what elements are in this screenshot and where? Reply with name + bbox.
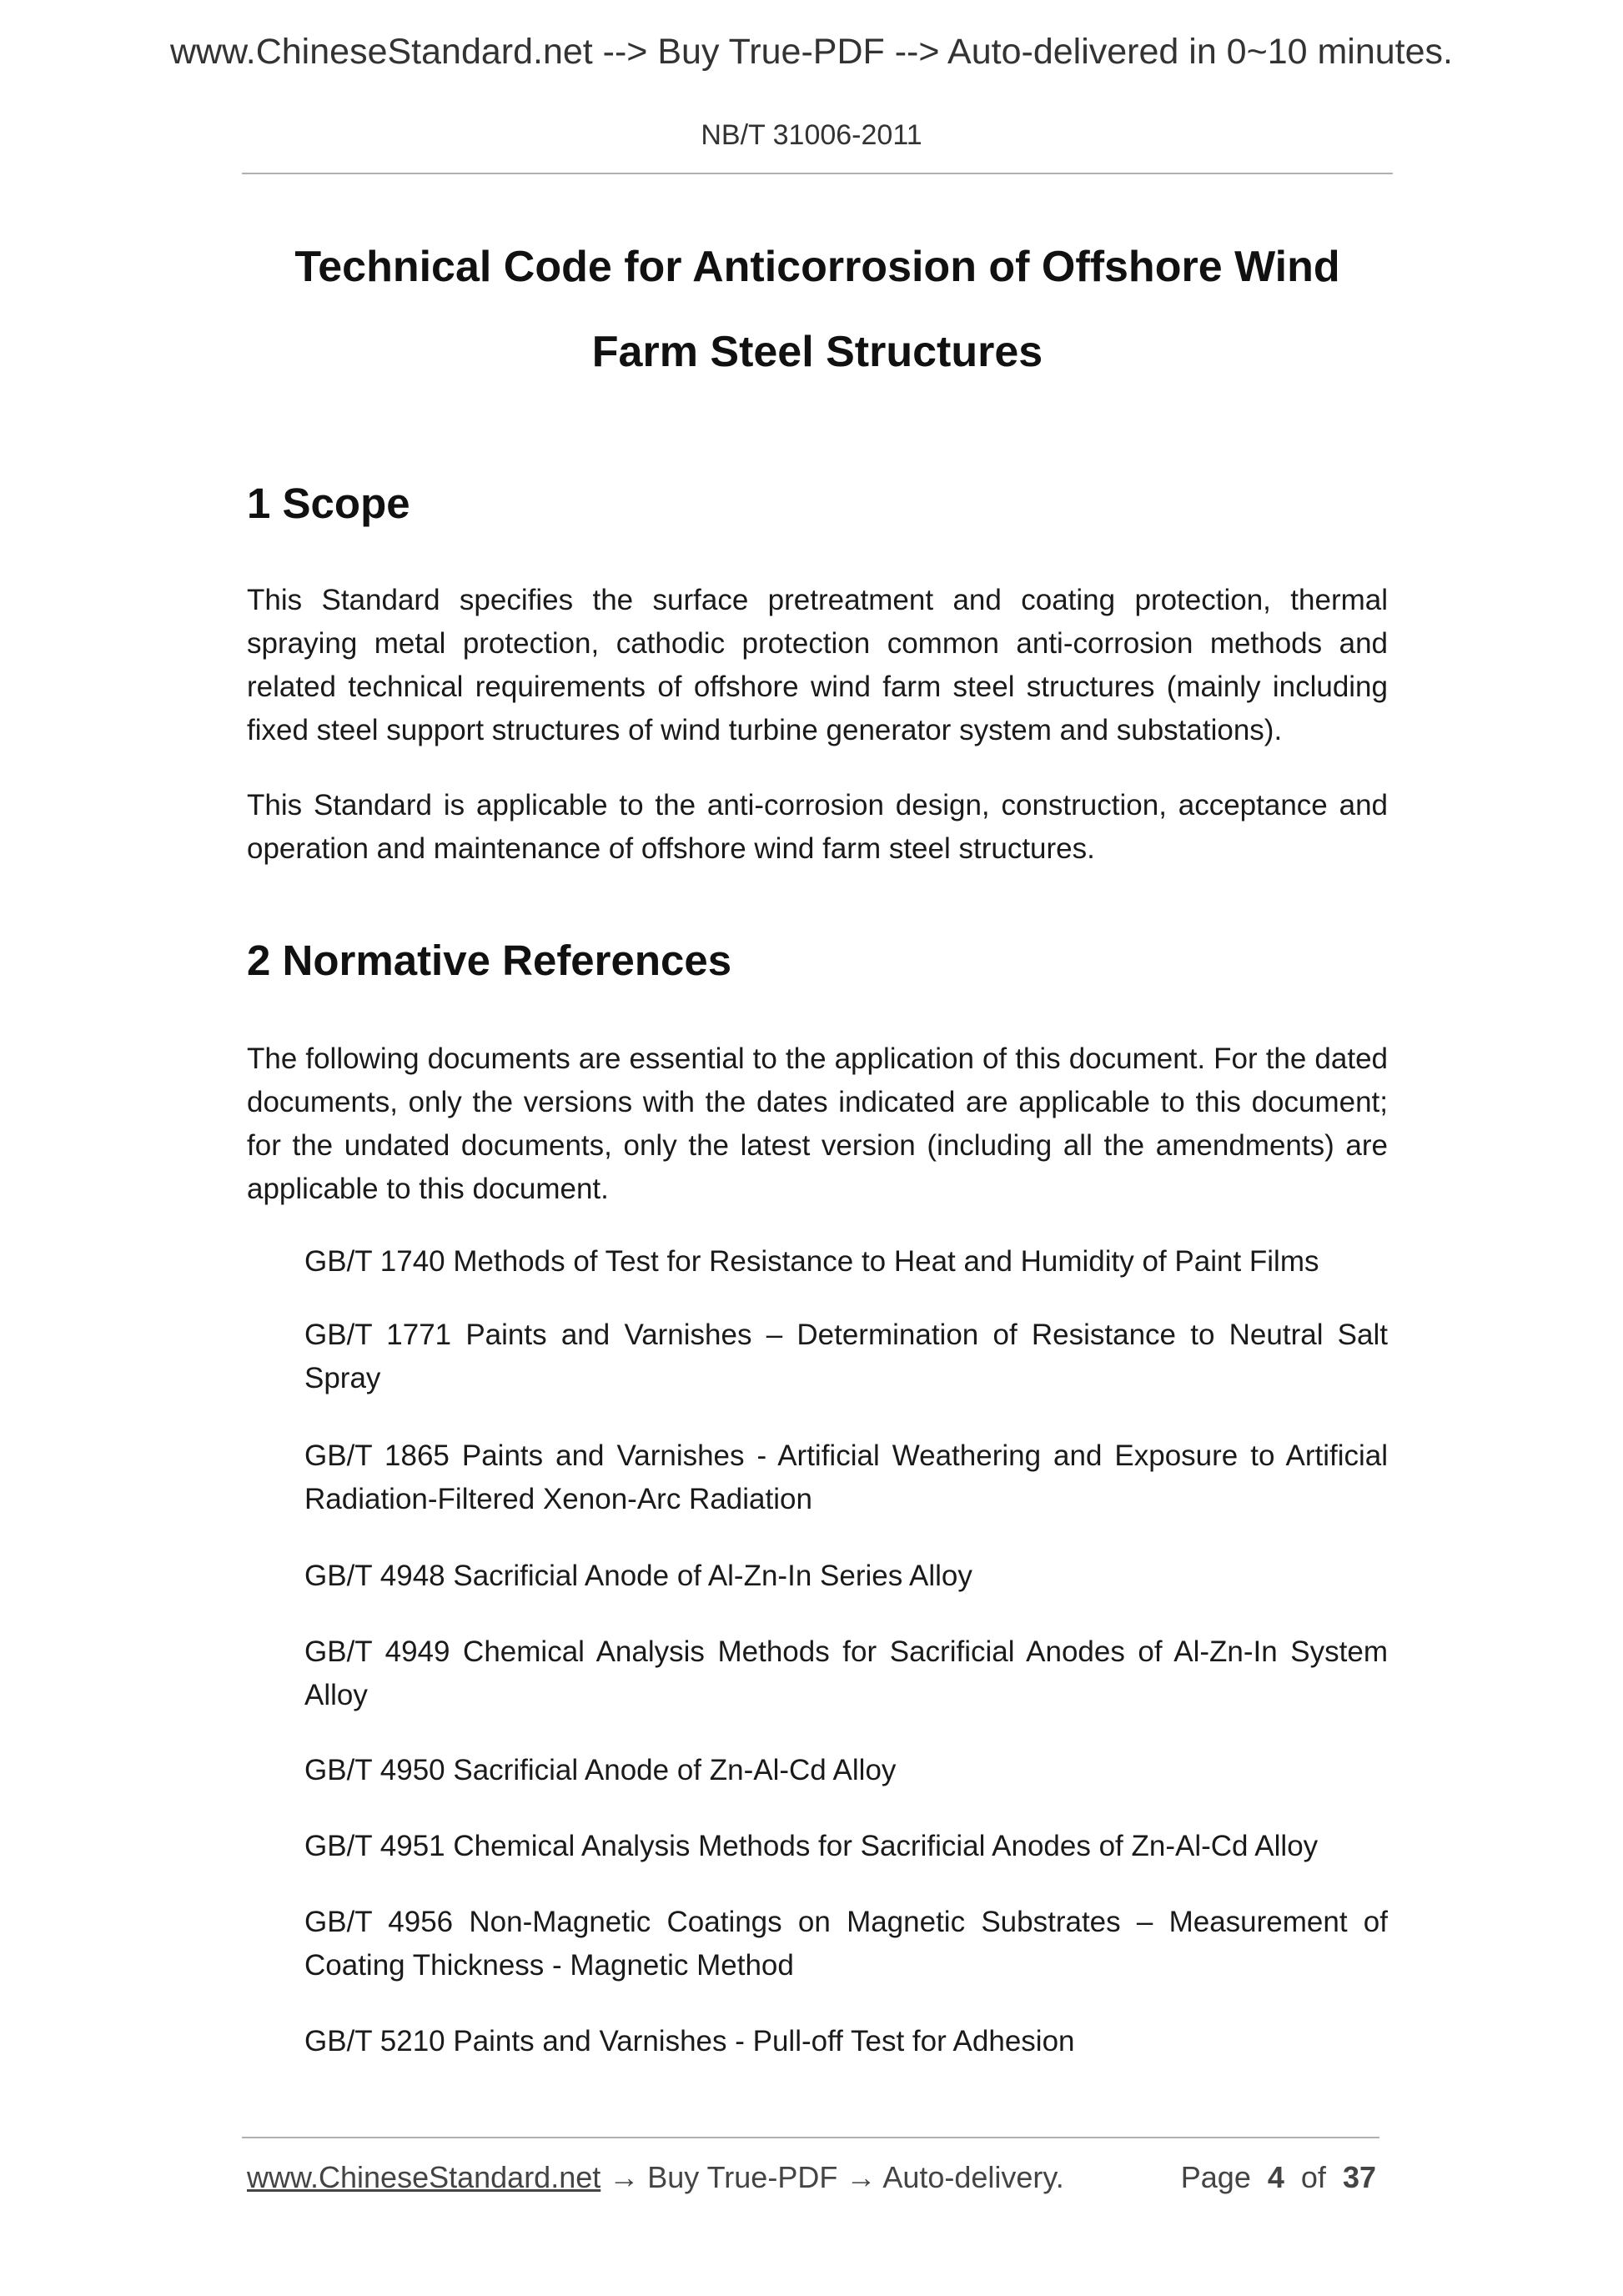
reference-item: GB/T 4950 Sacrificial Anode of Zn-Al-Cd Alloy xyxy=(304,1754,897,1786)
document-number: NB/T 31006-2011 xyxy=(701,119,922,151)
reference-item: GB/T 4956 Non-Magnetic Coatings on Magnetic Substrates – Measurement of Coating Thickness - Magnetic Method xyxy=(304,1906,1388,1982)
section-heading-normative-references: 2 Normative References xyxy=(247,937,732,984)
header-divider xyxy=(242,173,1393,174)
footer-divider xyxy=(242,2137,1379,2138)
footer-tagline: → Buy True-PDF → Auto-delivery. xyxy=(600,2160,1064,2194)
section-heading-scope: 1 Scope xyxy=(247,480,410,527)
document-title-line-1: Technical Code for Anticorrosion of Offshore Wind xyxy=(294,243,1340,291)
page-word: Page xyxy=(1180,2160,1251,2194)
reference-item: GB/T 4949 Chemical Analysis Methods for Sacrificial Anodes of Al-Zn-In System Alloy xyxy=(304,1635,1388,1711)
reference-item: GB/T 1865 Paints and Varnishes - Artificial Weathering and Exposure to Artificial Radiation-Filtered Xenon-Arc Radiation xyxy=(304,1439,1388,1515)
references-intro-paragraph: The following documents are essential to the application of this document. For the dated documents, only the versions with the dates indicated are applicable to this document; for the undated documents, only the latest version (including all the amendments) are applicable to this document. xyxy=(247,1042,1388,1205)
reference-item: GB/T 4948 Sacrificial Anode of Al-Zn-In Series Alloy xyxy=(304,1560,972,1592)
page-footer xyxy=(247,2160,1388,2200)
document-title-line-2: Farm Steel Structures xyxy=(591,328,1043,376)
header-banner: www.ChineseStandard.net --> Buy True-PDF --> Auto-delivered in 0~10 minutes. xyxy=(169,32,1453,72)
of-word: of xyxy=(1300,2160,1326,2194)
reference-item: GB/T 5210 Paints and Varnishes - Pull-off Test for Adhesion xyxy=(304,2025,1075,2057)
footer-left xyxy=(247,2160,1064,2195)
total-page-count: 37 xyxy=(1342,2160,1376,2194)
page-indicator xyxy=(1181,2160,1376,2195)
reference-item: GB/T 4951 Chemical Analysis Methods for Sacrificial Anodes of Zn-Al-Cd Alloy xyxy=(304,1830,1319,1862)
footer-website-link[interactable]: www.ChineseStandard.net xyxy=(247,2160,601,2194)
scope-paragraph-2: This Standard is applicable to the anti-corrosion design, construction, acceptance and operation and maintenance of offshore wind farm steel structures. xyxy=(247,789,1388,865)
scope-paragraph-1: This Standard specifies the surface pretreatment and coating protection, thermal spraying metal protection, cathodic protection common anti-corrosion methods and related technical requirements of offshore wind farm steel structures (mainly including fixed steel support structures of wind turbine generator system and substations). xyxy=(247,584,1388,746)
reference-item: GB/T 1740 Methods of Test for Resistance to Heat and Humidity of Paint Films xyxy=(304,1245,1319,1278)
reference-item: GB/T 1771 Paints and Varnishes – Determination of Resistance to Neutral Salt Spray xyxy=(304,1319,1388,1394)
current-page-number: 4 xyxy=(1267,2160,1284,2194)
